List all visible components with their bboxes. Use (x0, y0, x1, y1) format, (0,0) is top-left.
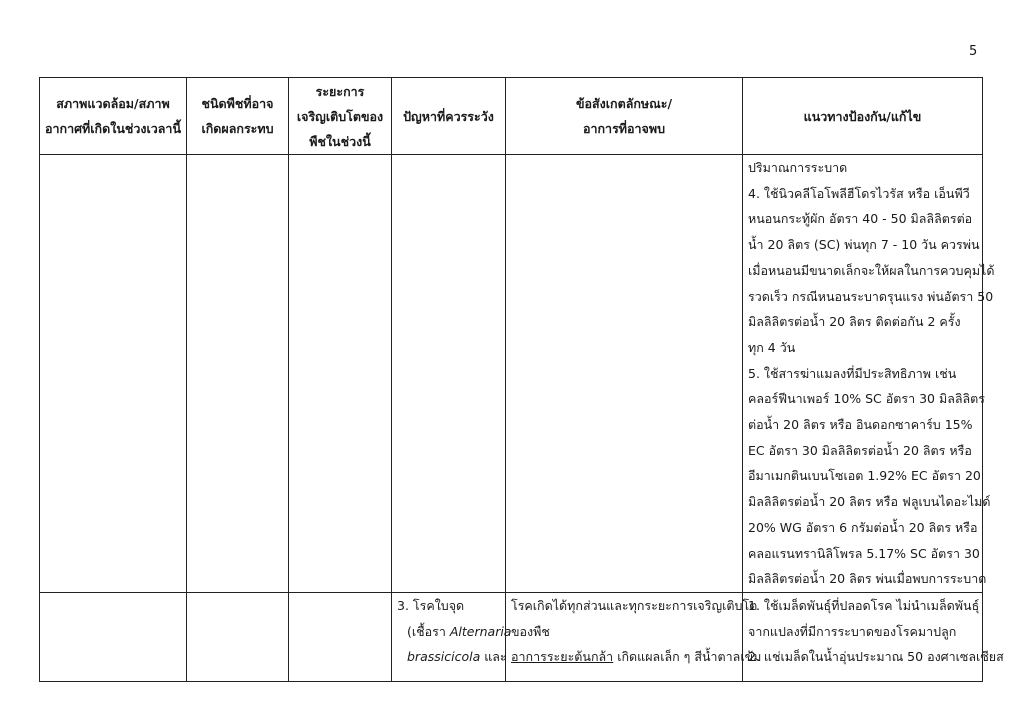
prevention-line: รวดเร็ว กรณีหนอนระบาดรุนแรง พ่นอัตรา 50 (748, 288, 994, 304)
header-symptoms (506, 78, 743, 155)
cell-environment (40, 592, 187, 681)
pest-guidance-table (39, 77, 1004, 682)
cell-problem (392, 592, 512, 681)
problem-title: 3. โรคใบจุด (397, 597, 465, 613)
cell-environment (40, 155, 187, 593)
table-row (40, 155, 983, 593)
prevention-line: 2. แช่เมล็ดในน้ำอุ่นประมาณ 50 องศาเซลเซียส (748, 649, 1004, 665)
header-line: ข้อสังเกตลักษณะ/ (575, 96, 673, 111)
cell-crop (187, 155, 289, 593)
prevention-line: จากแปลงที่มีการระบาดของโรคมาปลูก (748, 623, 957, 639)
pathogen-genus: Alternaria (449, 623, 512, 639)
cell-symptoms (506, 155, 743, 593)
header-line: แนวทางป้องกัน/แก้ไข (803, 108, 922, 124)
cell-crop (187, 592, 289, 681)
prevention-line: 20% WG อัตรา 6 กรัมต่อน้ำ 20 ลิตร หรือ (748, 519, 978, 535)
prevention-line: มิลลิลิตรต่อน้ำ 20 ลิตร หรือ ฟลูเบนไดอะไมด์ (748, 494, 991, 510)
header-line: เจริญเติบโตของ (296, 108, 384, 124)
cell-symptoms (506, 592, 762, 681)
pathogen-species: brassicicola (407, 649, 481, 665)
prevention-line: 1. ใช้เมล็ดพันธุ์ที่ปลอดโรค ไม่นำเมล็ดพันธุ์ (748, 597, 980, 613)
symptom-line: อาการระยะต้นกล้า เกิดแผลเล็ก ๆ สีน้ำตาลเข้ม (511, 649, 762, 665)
cell-prevention (743, 155, 995, 593)
prevention-line: มิลลิลิตรต่อน้ำ 20 ลิตร พ่นเมื่อพบการระบาด (748, 571, 987, 587)
seedling-stage-label: อาการระยะต้นกล้า (511, 649, 614, 665)
pathogen-line: (เชื้อรา Alternaria (407, 623, 512, 639)
prevention-line: คลอร์ฟีนาเพอร์ 10% SC อัตรา 30 มิลลิลิตร (748, 391, 986, 407)
prevention-line: มิลลิลิตรต่อน้ำ 20 ลิตร ติดต่อกัน 2 ครั้ง (748, 314, 961, 330)
header-growth-stage (289, 78, 392, 155)
header-problem (392, 78, 506, 155)
cell-problem (392, 155, 506, 593)
prevention-line: ต่อน้ำ 20 ลิตร หรือ อินดอกซาคาร์บ 15% (748, 417, 973, 433)
prevention-line: ทุก 4 วัน (748, 339, 796, 355)
prevention-line: 4. ใช้นิวคลีโอโพลีฮีโดรไวรัส หรือ เอ็นพีวี (748, 185, 970, 201)
header-prevention (743, 78, 983, 155)
prevention-line: หนอนกระทู้ผัก อัตรา 40 - 50 มิลลิลิตรต่อ (748, 211, 973, 227)
header-line: เกิดผลกระทบ (201, 121, 274, 136)
pathogen-species-line: brassicicola และ (407, 649, 507, 665)
prevention-line: อีมาเมกตินเบนโซเอต 1.92% EC อัตรา 20 (748, 468, 981, 484)
prevention-line: เมื่อหนอนมีขนาดเล็กจะให้ผลในการควบคุมได้ (748, 262, 995, 278)
cell-growth-stage (289, 592, 392, 681)
table-header-row (40, 78, 983, 155)
prevention-line: น้ำ 20 ลิตร (SC) พ่นทุก 7 - 10 วัน ควรพ่น (748, 237, 980, 253)
prevention-line: ปริมาณการระบาด (748, 160, 848, 175)
symptom-line: ของพืช (511, 623, 550, 639)
cell-growth-stage (289, 155, 392, 593)
header-line: อากาศที่เกิดในช่วงเวลานี้ (44, 121, 182, 136)
header-line: ชนิดพืชที่อาจ (201, 96, 274, 111)
cell-prevention (743, 592, 1004, 681)
header-line: ระยะการ (315, 83, 365, 99)
header-line: ปัญหาที่ควรระวัง (403, 108, 494, 124)
prevention-text (748, 155, 995, 592)
prevention-text (748, 593, 1004, 670)
page-number: 5 (969, 44, 978, 59)
header-line: พืชในช่วงนี้ (309, 133, 371, 149)
header-affected-crop (187, 78, 289, 155)
header-line: อาการที่อาจพบ (582, 121, 666, 136)
prevention-line: คลอแรนทรานิลิโพรล 5.17% SC อัตรา 30 (748, 545, 980, 561)
table-row (40, 592, 983, 681)
symptom-line: โรคเกิดได้ทุกส่วนและทุกระยะการเจริญเติบโต (511, 597, 758, 613)
header-line: สภาพแวดล้อม/สภาพ (56, 96, 170, 111)
prevention-line: EC อัตรา 30 มิลลิลิตรต่อน้ำ 20 ลิตร หรือ (748, 442, 972, 458)
header-environment (40, 78, 187, 155)
prevention-line: 5. ใช้สารฆ่าแมลงที่มีประสิทธิภาพ เช่น (748, 365, 957, 381)
